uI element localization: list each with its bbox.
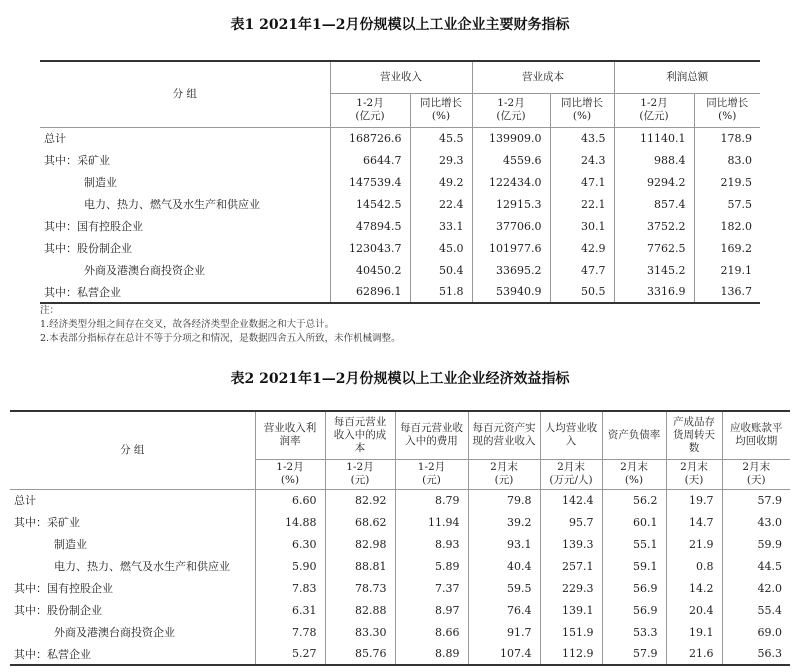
row-label: 其中：私营企业 [10, 643, 255, 665]
table-cell: 21.6 [666, 643, 722, 665]
table-cell: 101977.6 [472, 237, 550, 259]
table-cell: 76.4 [468, 599, 540, 621]
table-cell: 7.37 [395, 577, 468, 599]
table-cell: 29.3 [410, 149, 472, 171]
table-cell: 55.4 [722, 599, 790, 621]
table-cell: 69.0 [722, 621, 790, 643]
table-row [40, 259, 760, 281]
table-cell: 47.1 [550, 171, 614, 193]
table-cell: 142.4 [540, 489, 602, 511]
table-cell: 45.5 [410, 127, 472, 149]
table-cell: 82.92 [325, 489, 395, 511]
table-cell: 8.79 [395, 489, 468, 511]
note-heading: 注： [40, 305, 60, 316]
table-cell: 33.1 [410, 215, 472, 237]
table-cell: 62896.1 [330, 281, 410, 303]
table-cell: 112.9 [540, 643, 602, 665]
table-cell: 8.66 [395, 621, 468, 643]
table-cell: 139.1 [540, 599, 602, 621]
table-cell: 45.0 [410, 237, 472, 259]
table-cell: 6.31 [255, 599, 325, 621]
table-cell: 57.5 [694, 193, 760, 215]
table1-header-profit: 利润总额 [614, 61, 760, 93]
table-cell: 53.3 [602, 621, 666, 643]
table-cell: 4559.6 [472, 149, 550, 171]
table-cell: 11140.1 [614, 127, 694, 149]
table-cell: 68.62 [325, 511, 395, 533]
table-cell: 123043.7 [330, 237, 410, 259]
table1-group-header: 分 组 [40, 61, 330, 127]
table1-notes [40, 304, 401, 346]
table-cell: 43.0 [722, 511, 790, 533]
table2-group-header: 分 组 [10, 411, 255, 489]
table1-title: 表1 2021年1—2月份规模以上工业企业主要财务指标 [230, 17, 570, 33]
table-cell: 8.93 [395, 533, 468, 555]
table-cell: 59.9 [722, 533, 790, 555]
table-cell: 42.0 [722, 577, 790, 599]
table-cell: 56.2 [602, 489, 666, 511]
table-cell: 59.5 [468, 577, 540, 599]
row-label: 其中：股份制企业 [44, 242, 132, 255]
table-cell: 11.94 [395, 511, 468, 533]
table-cell: 44.5 [722, 555, 790, 577]
table-cell: 83.0 [694, 149, 760, 171]
table-cell: 14.2 [666, 577, 722, 599]
note-line: 1.经济类型分组之间存在交叉，故各经济类型企业数据之和大于总计。 [40, 319, 335, 330]
table-cell: 168726.6 [330, 127, 410, 149]
table-cell: 42.9 [550, 237, 614, 259]
table-cell: 56.9 [602, 577, 666, 599]
table-row [10, 511, 790, 533]
table1-sub-period: 1-2月 (亿元) [614, 93, 694, 127]
table1-sub-period: 1-2月 (亿元) [472, 93, 550, 127]
table-cell: 47.7 [550, 259, 614, 281]
table-cell: 9294.2 [614, 171, 694, 193]
table-cell: 8.89 [395, 643, 468, 665]
table2-period-unit: 1-2月 (%) [255, 459, 325, 489]
table-cell: 82.98 [325, 533, 395, 555]
table-cell: 14.88 [255, 511, 325, 533]
table-cell: 57.9 [602, 643, 666, 665]
table-cell: 22.1 [550, 193, 614, 215]
table2-period-unit: 2月末 (万元/人) [540, 459, 602, 489]
table-row [10, 599, 790, 621]
table-cell: 12915.3 [472, 193, 550, 215]
table-row [40, 127, 760, 149]
table-row [40, 215, 760, 237]
table-row [10, 533, 790, 555]
row-label: 电力、热力、燃气及水生产和供应业 [54, 560, 230, 573]
table-cell: 6.30 [255, 533, 325, 555]
table-row [10, 621, 790, 643]
table-row [10, 489, 790, 511]
table-cell: 107.4 [468, 643, 540, 665]
table-cell: 57.9 [722, 489, 790, 511]
table-cell: 83.30 [325, 621, 395, 643]
table-cell: 151.9 [540, 621, 602, 643]
table-cell: 40450.2 [330, 259, 410, 281]
table-cell: 24.3 [550, 149, 614, 171]
table-cell: 5.89 [395, 555, 468, 577]
table1-sub-growth: 同比增长 (%) [550, 93, 614, 127]
table-cell: 56.3 [722, 643, 790, 665]
table2-period-unit: 2月末 (元) [468, 459, 540, 489]
table-cell: 21.9 [666, 533, 722, 555]
table-cell: 14.7 [666, 511, 722, 533]
table-row [40, 149, 760, 171]
row-label: 总计 [14, 494, 36, 508]
table-cell: 60.1 [602, 511, 666, 533]
table-cell: 33695.2 [472, 259, 550, 281]
table2-column-header: 每百元资产实现的营业收入 [468, 411, 540, 459]
row-label: 其中：采矿业 [44, 154, 110, 167]
table-cell: 93.1 [468, 533, 540, 555]
table-cell: 20.4 [666, 599, 722, 621]
table-row [10, 643, 790, 665]
table-cell: 169.2 [694, 237, 760, 259]
table-cell: 43.5 [550, 127, 614, 149]
table-cell: 219.1 [694, 259, 760, 281]
table-row [40, 171, 760, 193]
table-cell: 3316.9 [614, 281, 694, 303]
table-cell: 40.4 [468, 555, 540, 577]
table-cell: 79.8 [468, 489, 540, 511]
table-cell: 139909.0 [472, 127, 550, 149]
table1-sub-growth: 同比增长 (%) [694, 93, 760, 127]
table-cell: 85.76 [325, 643, 395, 665]
table-cell: 219.5 [694, 171, 760, 193]
table-cell: 7762.5 [614, 237, 694, 259]
table-cell: 147539.4 [330, 171, 410, 193]
table-cell: 136.7 [694, 281, 760, 303]
table1-header-revenue: 营业收入 [330, 61, 472, 93]
table-cell: 88.81 [325, 555, 395, 577]
table-cell: 139.3 [540, 533, 602, 555]
table-row [40, 281, 760, 303]
table2-title: 表2 2021年1—2月份规模以上工业企业经济效益指标 [230, 371, 570, 387]
table2-period-unit: 1-2月 (元) [395, 459, 468, 489]
table-cell: 78.73 [325, 577, 395, 599]
row-label: 其中：私营企业 [40, 281, 330, 303]
row-label: 其中：股份制企业 [14, 604, 102, 617]
table-cell: 122434.0 [472, 171, 550, 193]
table-cell: 37706.0 [472, 215, 550, 237]
row-label: 制造业 [84, 176, 117, 189]
table2-period-unit: 2月末 (%) [602, 459, 666, 489]
table-cell: 19.7 [666, 489, 722, 511]
table-cell: 229.3 [540, 577, 602, 599]
table-cell: 5.90 [255, 555, 325, 577]
table-cell: 82.88 [325, 599, 395, 621]
table2-column-header: 人均营业收入 [540, 411, 602, 459]
table-cell: 857.4 [614, 193, 694, 215]
table-cell: 50.4 [410, 259, 472, 281]
table-cell: 47894.5 [330, 215, 410, 237]
table2-column-header: 每百元营业收入中的费用 [395, 411, 468, 459]
table-cell: 95.7 [540, 511, 602, 533]
table-cell: 7.78 [255, 621, 325, 643]
table-row [40, 237, 760, 259]
table-cell: 6644.7 [330, 149, 410, 171]
table-cell: 30.1 [550, 215, 614, 237]
row-label: 外商及港澳台商投资企业 [54, 626, 175, 639]
table2-column-header: 营业收入利润率 [255, 411, 325, 459]
table1-sub-period: 1-2月 (亿元) [330, 93, 410, 127]
table-cell: 8.97 [395, 599, 468, 621]
table-cell: 39.2 [468, 511, 540, 533]
table-row [10, 577, 790, 599]
table1-sub-growth: 同比增长 (%) [410, 93, 472, 127]
table-cell: 53940.9 [472, 281, 550, 303]
row-label: 总计 [44, 132, 66, 146]
table-cell: 6.60 [255, 489, 325, 511]
note-line: 2.本表部分指标存在总计不等于分项之和情况，是数据四舍五入所致，未作机械调整。 [40, 333, 401, 344]
row-label: 制造业 [54, 538, 87, 551]
table2-column-header: 每百元营业收入中的成本 [325, 411, 395, 459]
table2-period-unit: 2月末 (天) [666, 459, 722, 489]
row-label: 其中：国有控股企业 [14, 582, 113, 595]
table-cell: 91.7 [468, 621, 540, 643]
table-cell: 55.1 [602, 533, 666, 555]
table-cell: 19.1 [666, 621, 722, 643]
table2-period-unit: 2月末 (天) [722, 459, 790, 489]
row-label: 外商及港澳台商投资企业 [84, 264, 205, 277]
table-cell: 182.0 [694, 215, 760, 237]
table-row [40, 193, 760, 215]
table-cell: 257.1 [540, 555, 602, 577]
table-cell: 59.1 [602, 555, 666, 577]
table1 [40, 60, 760, 304]
row-label: 电力、热力、燃气及水生产和供应业 [84, 198, 260, 211]
table2-column-header: 资产负债率 [602, 411, 666, 459]
table1-header-cost: 营业成本 [472, 61, 614, 93]
table2-period-unit: 1-2月 (元) [325, 459, 395, 489]
table-cell: 988.4 [614, 149, 694, 171]
row-label: 其中：采矿业 [14, 516, 80, 529]
row-label: 其中：国有控股企业 [44, 220, 143, 233]
table-cell: 56.9 [602, 599, 666, 621]
table-cell: 14542.5 [330, 193, 410, 215]
table-cell: 0.8 [666, 555, 722, 577]
table-cell: 7.83 [255, 577, 325, 599]
table-cell: 50.5 [550, 281, 614, 303]
table-cell: 3752.2 [614, 215, 694, 237]
table-cell: 49.2 [410, 171, 472, 193]
table-row [10, 555, 790, 577]
table-cell: 22.4 [410, 193, 472, 215]
table2 [10, 410, 790, 666]
table-cell: 51.8 [410, 281, 472, 303]
table2-column-header: 产成品存货周转天数 [666, 411, 722, 459]
table-cell: 178.9 [694, 127, 760, 149]
table-cell: 5.27 [255, 643, 325, 665]
table-cell: 3145.2 [614, 259, 694, 281]
table2-column-header: 应收账款平均回收期 [722, 411, 790, 459]
